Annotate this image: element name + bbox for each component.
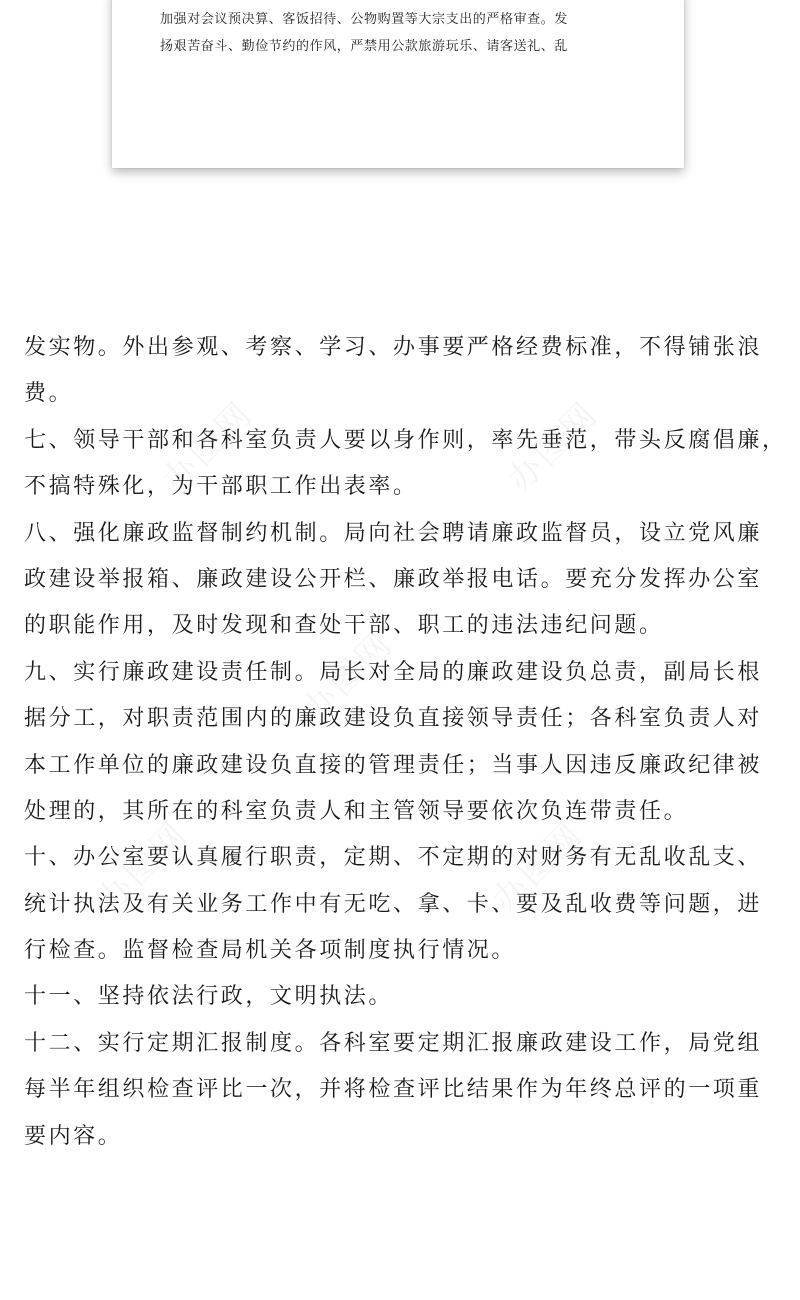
body-line: 九、实行廉政建设责任制。局长对全局的廉政建设负总责，副局长根 [24, 659, 763, 685]
watermark-text: 办图网 [484, 813, 592, 921]
watermark-text: 办图网 [89, 813, 197, 921]
body-line: 八、强化廉政监督制约机制。局向社会聘请廉政监督员，设立党风廉 [24, 520, 763, 546]
body-line: 政建设举报箱、廉政建设公开栏、廉政举报电话。要充分发挥办公室 [24, 566, 763, 592]
watermark-text: 办图网 [499, 393, 607, 501]
page-preview-card [112, 0, 684, 168]
body-line: 十一、坚持依法行政，文明执法。 [24, 984, 394, 1010]
body-line: 的职能作用，及时发现和查处干部、职工的违法违纪问题。 [24, 613, 664, 639]
body-line: 据分工，对职责范围内的廉政建设负直接领导责任；各科室负责人对 [24, 706, 763, 732]
body-line: 费。 [24, 381, 74, 407]
body-line: 统计执法及有关业务工作中有无吃、拿、卡、要及乱收费等问题，进 [24, 891, 763, 917]
watermark-text: 办图网 [294, 623, 402, 731]
body-line: 行检查。监督检查局机关各项制度执行情况。 [24, 938, 517, 964]
body-line: 每半年组织检查评比一次，并将检查评比结果作为年终总评的一项重 [24, 1077, 763, 1103]
body-line: 要内容。 [24, 1123, 123, 1149]
body-line: 十二、实行定期汇报制度。各科室要定期汇报廉政建设工作，局党组 [24, 1030, 763, 1056]
top-preview-area [0, 0, 800, 200]
body-line: 本工作单位的廉政建设负直接的管理责任；当事人因违反廉政纪律被 [24, 752, 763, 778]
preview-text-line-2: 扬艰苦奋斗、勤俭节约的作风，严禁用公款旅游玩乐、请客送礼、乱 [160, 39, 569, 54]
body-line: 不搞特殊化，为干部职工作出表率。 [24, 474, 418, 500]
body-line: 处理的，其所在的科室负责人和主管领导要依次负连带责任。 [24, 798, 689, 824]
preview-text-line-1: 加强对会议预决算、客饭招待、公物购置等大宗支出的严格审查。发 [160, 12, 569, 27]
watermark-text: 办图网 [154, 393, 262, 501]
body-line: 七、领导干部和各科室负责人要以身作则，率先垂范，带头反腐倡廉， [24, 427, 787, 453]
document-body [24, 325, 787, 1160]
body-line: 发实物。外出参观、考察、学习、办事要严格经费标准，不得铺张浪 [24, 335, 763, 360]
body-line: 十、办公室要认真履行职责，定期、不定期的对财务有无乱收乱支、 [24, 845, 763, 871]
